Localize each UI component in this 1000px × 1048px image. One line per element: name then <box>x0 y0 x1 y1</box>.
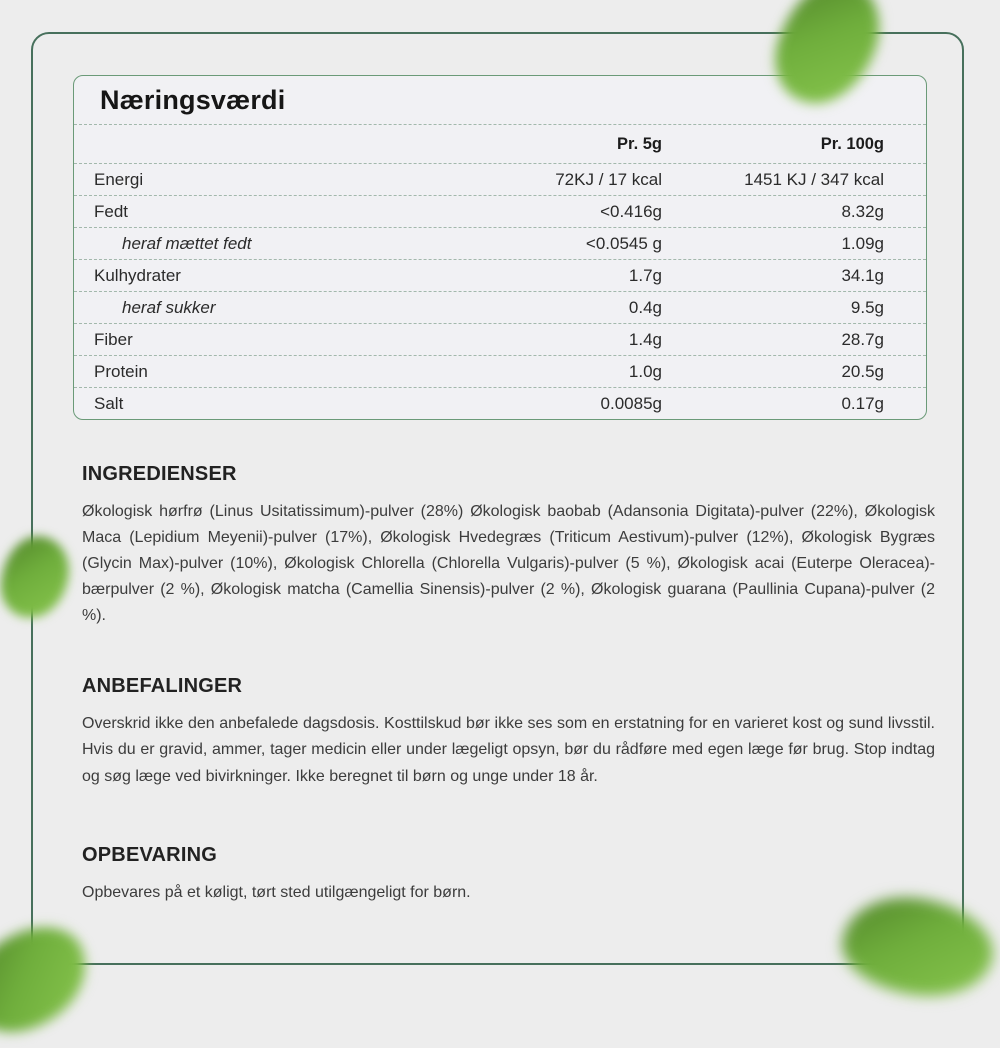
info-sections <box>82 463 935 906</box>
nutrition-table-title: Næringsværdi <box>100 84 286 115</box>
table-subrow <box>74 291 926 323</box>
row-value-per-5g: <0.416g <box>600 201 662 221</box>
storage-heading: OPBEVARING <box>82 843 217 866</box>
section-ingredients <box>82 463 935 629</box>
row-value-per-100g: 9.5g <box>850 297 884 317</box>
row-value-per-100g: 28.7g <box>841 329 884 349</box>
recommendations-text: Overskrid ikke den anbefalede dagsdosis. Kosttilskud bør ikke ses som en erstatning for en varieret kost og sund livsstil. Hvis du er gravid, ammer, tager medicin eller under lægeligt opsyn, bør du rådføre med egen læge før brug. Stop indtag og søg læge ved bivirkninger. Ikke beregnet til børn og unge under 18 år. <box>82 715 935 785</box>
row-label: Fedt <box>94 201 129 221</box>
row-value-per-5g: 1.4g <box>628 329 662 349</box>
column-header-per-5g: Pr. 5g <box>617 134 662 153</box>
row-value-per-5g: 1.7g <box>628 265 662 285</box>
table-row <box>74 323 926 355</box>
column-header-per-100g: Pr. 100g <box>820 134 884 153</box>
row-label: Protein <box>94 361 148 381</box>
row-value-per-5g: 72KJ / 17 kcal <box>555 169 662 189</box>
row-label: heraf mættet fedt <box>122 233 252 253</box>
table-row <box>74 195 926 227</box>
row-value-per-5g: <0.0545 g <box>585 233 662 253</box>
table-row <box>74 387 926 419</box>
row-value-per-100g: 20.5g <box>841 361 884 381</box>
row-value-per-100g: 8.32g <box>841 201 884 221</box>
row-label: Energi <box>94 169 144 189</box>
row-value-per-5g: 0.4g <box>628 297 662 317</box>
storage-text: Opbevares på et køligt, tørt sted utilgængeligt for børn. <box>82 883 471 901</box>
ingredients-heading: INGREDIENSER <box>82 463 237 485</box>
row-value-per-100g: 34.1g <box>841 265 884 285</box>
table-header-row <box>74 124 926 163</box>
row-label: Salt <box>94 393 124 413</box>
recommendations-heading: ANBEFALINGER <box>82 675 243 698</box>
row-value-per-100g: 0.17g <box>841 393 884 413</box>
nutrition-table <box>73 75 927 420</box>
section-recommendations <box>82 675 935 789</box>
row-value-per-100g: 1.09g <box>841 233 884 253</box>
row-value-per-5g: 0.0085g <box>600 393 662 413</box>
table-row <box>74 355 926 387</box>
section-storage <box>82 844 935 906</box>
table-row <box>74 259 926 291</box>
row-value-per-100g: 1451 KJ / 347 kcal <box>744 169 884 189</box>
table-subrow <box>74 227 926 259</box>
row-value-per-5g: 1.0g <box>628 361 662 381</box>
row-label: Fiber <box>94 329 133 349</box>
ingredients-text: Økologisk hørfrø (Linus Usitatissimum)-pulver (28%) Økologisk baobab (Adansonia Digitata)-pulver (22%), Økologisk Maca (Lepidium Meyenii)-pulver (17%), Økologisk Hvedegræs (Triticum Aestivum)-pulver (12%), Økologisk Bygræs (Glycin Max)-pulver (10%), Økologisk Chlorella (Chlorella Vulgaris)-pulver (5 %), Økologisk acai (Euterpe Oleracea)-bærpulver (2 %), Økologisk matcha (Camellia Sinensis)-pulver (2 %), Økologisk guarana (Paullinia Cupana)-pulver (2 %). <box>82 503 935 625</box>
table-row <box>74 163 926 195</box>
row-label: Kulhydrater <box>94 265 181 285</box>
row-label: heraf sukker <box>122 297 216 317</box>
